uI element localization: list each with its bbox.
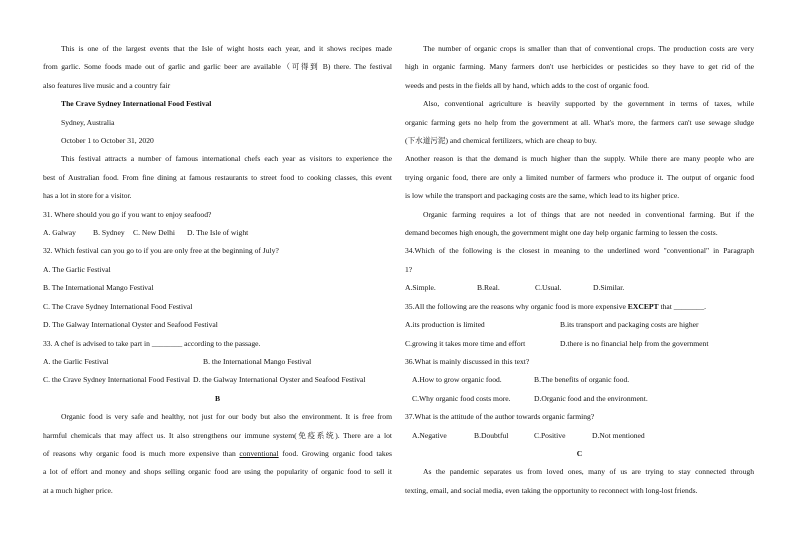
q35-options-cd: [405, 335, 754, 353]
q33-prefix: 33. A chef is advised to take part in: [43, 338, 150, 348]
q35-options-ab: [405, 316, 754, 334]
intro-line: from garlic. Some foods made out of garlic and garlic beer are available（可得到 B) there. The festival: [43, 62, 392, 72]
section-heading-b: B: [214, 393, 221, 403]
section-heading-c: C: [576, 448, 583, 458]
passage-b-line: at a much higher price.: [43, 485, 113, 495]
passage-line: high in organic farming. Many farmers don't use herbicides or pesticides so they have to get rid of the: [405, 62, 754, 72]
q33-option-c: C. the Crave Sydney International Food Festival: [43, 375, 190, 385]
intro-line: also features live music and a country fair: [43, 80, 171, 90]
q36-option-c: C.Why organic food costs more.: [412, 393, 511, 403]
q33-blank: ________: [151, 338, 183, 348]
passage-b-text: food. Growing organic food takes: [278, 448, 392, 458]
passage-b-line: a lot of effort and money and shops selling organic food are using the popularity of organic food to sell it: [43, 467, 392, 477]
passage-c-line: As the pandemic separates us from loved ones, many of us are trying to stay connected through: [423, 467, 754, 477]
question-33: [43, 335, 392, 353]
q33-option-a: A. the Garlic Festival: [43, 356, 109, 366]
q33-suffix: according to the passage.: [182, 338, 261, 348]
festival-place: Sydney, Australia: [61, 117, 115, 127]
q31-option-b: B. Sydney: [93, 228, 125, 238]
q34-option-b: B.Real.: [477, 283, 500, 293]
q35-option-a: A.its production is limited: [405, 320, 485, 330]
question-34: 34.Which of the following is the closest in meaning to the underlined word "conventional" in Paragraph: [405, 246, 754, 256]
q33-options-ab: [43, 353, 392, 371]
q37-options: [405, 427, 754, 445]
q35-option-d: D.there is no financial help from the government: [560, 338, 709, 348]
underlined-word: conventional: [239, 448, 279, 458]
question-32: 32. Which festival can you go to if you are only free at the beginning of July?: [43, 246, 279, 256]
q37-option-a: A.Negative: [412, 430, 447, 440]
passage-line: (下水道污泥) and chemical fertilizers, which are cheap to buy.: [405, 136, 597, 146]
q32-option-a: A. The Garlic Festival: [43, 264, 111, 274]
passage-b-line: harmful chemicals that may affect us. It also strengthens our immune system(免疫系统). There are a lot: [43, 430, 392, 440]
question-37: 37.What is the attitude of the author towards organic farming?: [405, 412, 595, 422]
passage-line: weeds and pests in the fields all by hand, which adds to the cost of organic food.: [405, 80, 650, 90]
question-34-cont: 1?: [405, 264, 413, 274]
q37-option-d: D.Not mentioned: [592, 430, 645, 440]
q36-options-cd: [405, 390, 754, 408]
q37-option-b: B.Doubtful: [474, 430, 509, 440]
passage-line: demand becomes high enough, the government might one day help organic farming to lessen the costs.: [405, 228, 718, 238]
passage-line: is low while the transport and packaging costs are the same, which lead to its higher price.: [405, 191, 680, 201]
q34-option-d: D.Similar.: [593, 283, 625, 293]
passage-c-line: texting, email, and social media, even taking the opportunity to reconnect with long-lost friends.: [405, 485, 698, 495]
passage-line: Another reason is that the demand is much higher than the supply. While there are many people who are: [405, 154, 754, 164]
q31-option-c: C. New Delhi: [133, 228, 175, 238]
q36-options-ab: [405, 371, 754, 389]
q34-option-c: C.Usual.: [535, 283, 562, 293]
passage-line: The number of organic crops is smaller than that of conventional crops. The production costs are very: [423, 44, 754, 53]
q35-option-c: C.growing it takes more time and effort: [405, 338, 526, 348]
question-31: 31. Where should you go if you want to enjoy seafood?: [43, 209, 212, 219]
q36-option-a: A.How to grow organic food.: [412, 375, 502, 385]
q33-options-cd: [43, 371, 392, 389]
q35-prefix: 35.All the following are the reasons why organic food is more expensive: [405, 301, 628, 311]
festival-title: The Crave Sydney International Food Festival: [61, 99, 212, 109]
q34-options: [405, 279, 754, 297]
festival-line: best of Australian food. From fine dining at famous restaurants to street food to cooking classes, this event: [43, 172, 392, 182]
passage-line: trying organic food, there are only a limited number of farmers who produce it. The output of organic food: [405, 172, 754, 182]
passage-b-text: of reasons why organic food is much more expensive than: [43, 448, 240, 458]
q34-option-a: A.Simple.: [405, 283, 436, 293]
q35-suffix: that ________.: [658, 301, 707, 311]
q32-option-d: D. The Galway International Oyster and Seafood Festival: [43, 320, 218, 330]
q32-option-b: B. The International Mango Festival: [43, 283, 154, 293]
q36-option-d: D.Organic food and the environment.: [534, 393, 648, 403]
festival-line: has a lot in store for a visitor.: [43, 191, 132, 201]
passage-b-line: Organic food is very safe and healthy, not just for our body but also the environment. It is free from: [61, 412, 392, 422]
q35-option-b: B.its transport and packaging costs are higher: [560, 320, 699, 330]
passage-line: Also, conventional agriculture is heavily supported by the government in terms of taxes, while: [423, 99, 754, 109]
question-36: 36.What is mainly discussed in this text?: [405, 356, 530, 366]
q37-option-c: C.Positive: [534, 430, 566, 440]
left-column: [43, 40, 392, 500]
q31-options: [43, 224, 392, 242]
passage-line: organic farming gets no help from the government at all. What's more, the farmers can't use sewage sludge: [405, 117, 754, 127]
intro-line: This is one of the largest events that the Isle of wight hosts each year, and it shows recipes made: [61, 44, 392, 53]
q31-option-d: D. The Isle of wight: [187, 228, 249, 238]
q33-option-b: B. the International Mango Festival: [203, 356, 312, 366]
festival-date: October 1 to October 31, 2020: [61, 136, 154, 146]
right-column: [405, 40, 754, 500]
q35-except: EXCEPT: [627, 301, 659, 311]
q32-option-c: C. The Crave Sydney International Food Festival: [43, 301, 193, 311]
q36-option-b: B.The benefits of organic food.: [534, 375, 630, 385]
passage-line: Organic farming requires a lot of things that are not needed in conventional farming. But if the: [423, 209, 754, 219]
festival-line: This festival attracts a number of famous international chefs each year as visitors to experience the: [61, 154, 392, 164]
question-35: [405, 298, 754, 316]
q33-option-d: D. the Galway International Oyster and Seafood Festival: [193, 375, 366, 385]
q31-option-a: A. Galway: [43, 228, 76, 238]
passage-b-line: [43, 445, 392, 463]
